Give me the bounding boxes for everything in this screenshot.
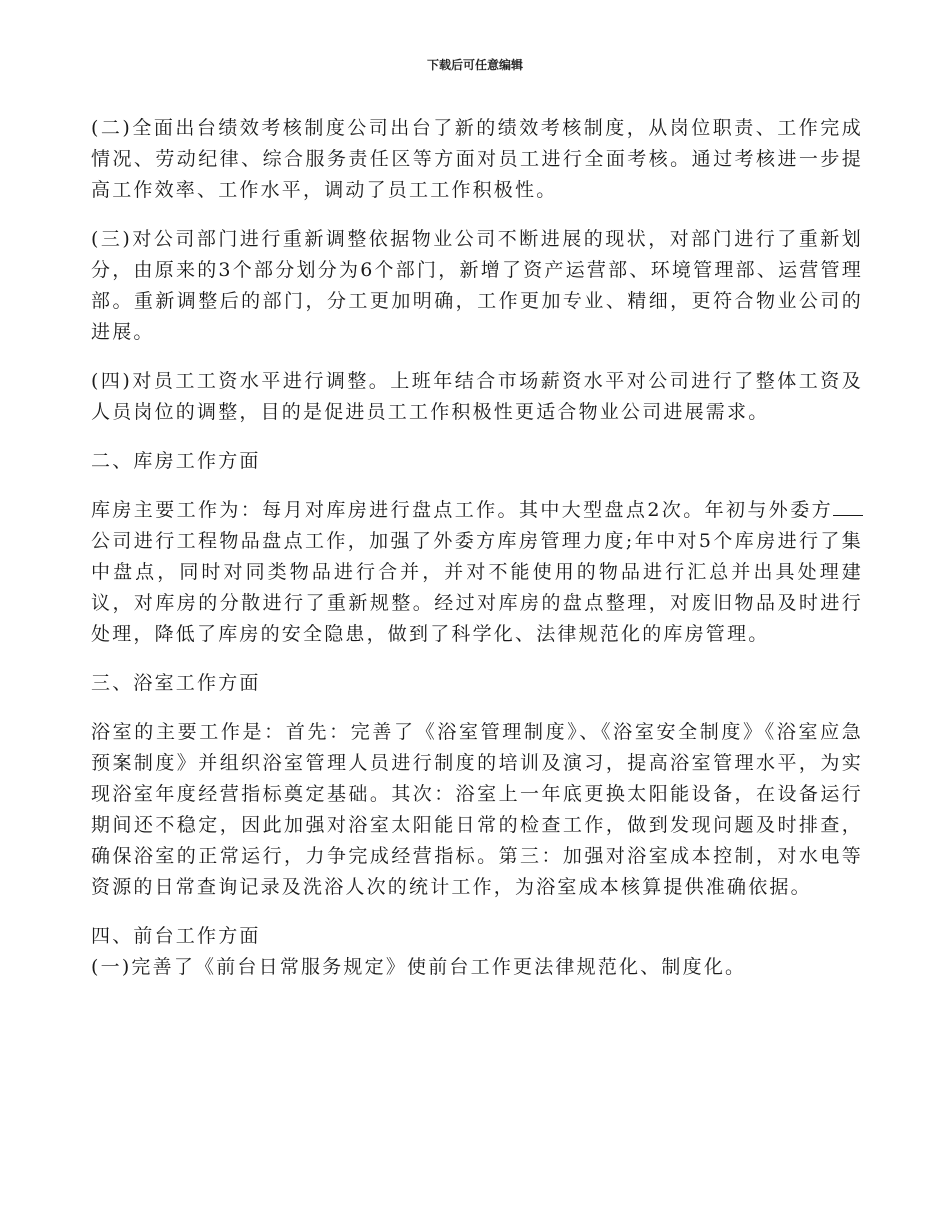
blank-fill-line: [833, 495, 863, 516]
paragraph-front-desk: (一)完善了《前台日常服务规定》使前台工作更法律规范化、制度化。: [91, 956, 747, 978]
paragraph-bathhouse: 浴室的主要工作是：首先：完善了《浴室管理制度》、《浴室安全制度》《浴室应急预案制度》并组织浴室管理人员进行制度的培训及演习，提高浴室管理水平，为实现浴室年度经营指标奠定基础。其次：浴室上一年底更换太阳能设备，在设备运行期间还不稳定，因此加强对浴室太阳能日常的检查工作，做到发现问题及时排查，确保浴室的正常运行，力争完成经营指标。第三：加强对浴室成本控制，对水电等资源的日常查询记录及洗浴人次的统计工作，为浴室成本核算提供准确依据。: [91, 721, 863, 898]
section-heading-bathhouse: 三、浴室工作方面: [91, 672, 261, 694]
section-heading-warehouse: 二、库房工作方面: [91, 450, 261, 472]
paragraph-salary-adjustment: (四)对员工工资水平进行调整。上班年结合市场薪资水平对公司进行了整体工资及人员岗位的调整，目的是促进员工工作积极性更适合物业公司进展需求。: [91, 370, 863, 423]
paragraph-warehouse: [91, 495, 863, 650]
paragraph-warehouse-part2: 公司进行工程物品盘点工作，加强了外委方库房管理力度;年中对5个库房进行了集中盘点，同时对同类物品进行合并，并对不能使用的物品进行汇总并出具处理建议，对库房的分散进行了重新规整。经过对库房的盘点整理，对废旧物品及时进行处理，降低了库房的安全隐患，做到了科学化、法律规范化的库房管理。: [91, 530, 863, 645]
section-heading-front-desk: 四、前台工作方面: [91, 925, 261, 947]
paragraph-department-restructure: (三)对公司部门进行重新调整依据物业公司不断进展的现状，对部门进行了重新划分，由原来的3个部分划分为6个部门，新增了资产运营部、环境管理部、运营管理部。重新调整后的部门，分工更加明确，工作更加专业、精细，更符合物业公司的进展。: [91, 228, 863, 343]
page-header: 下载后可任意编辑: [426, 58, 523, 72]
paragraph-performance-review: (二)全面出台绩效考核制度公司出台了新的绩效考核制度，从岗位职责、工作完成情况、劳动纪律、综合服务责任区等方面对员工进行全面考核。通过考核进一步提高工作效率、工作水平，调动了员工工作积极性。: [91, 117, 863, 201]
paragraph-warehouse-part1: 库房主要工作为：每月对库房进行盘点工作。其中大型盘点2次。年初与外委方: [91, 499, 833, 521]
document-body: [91, 113, 863, 983]
